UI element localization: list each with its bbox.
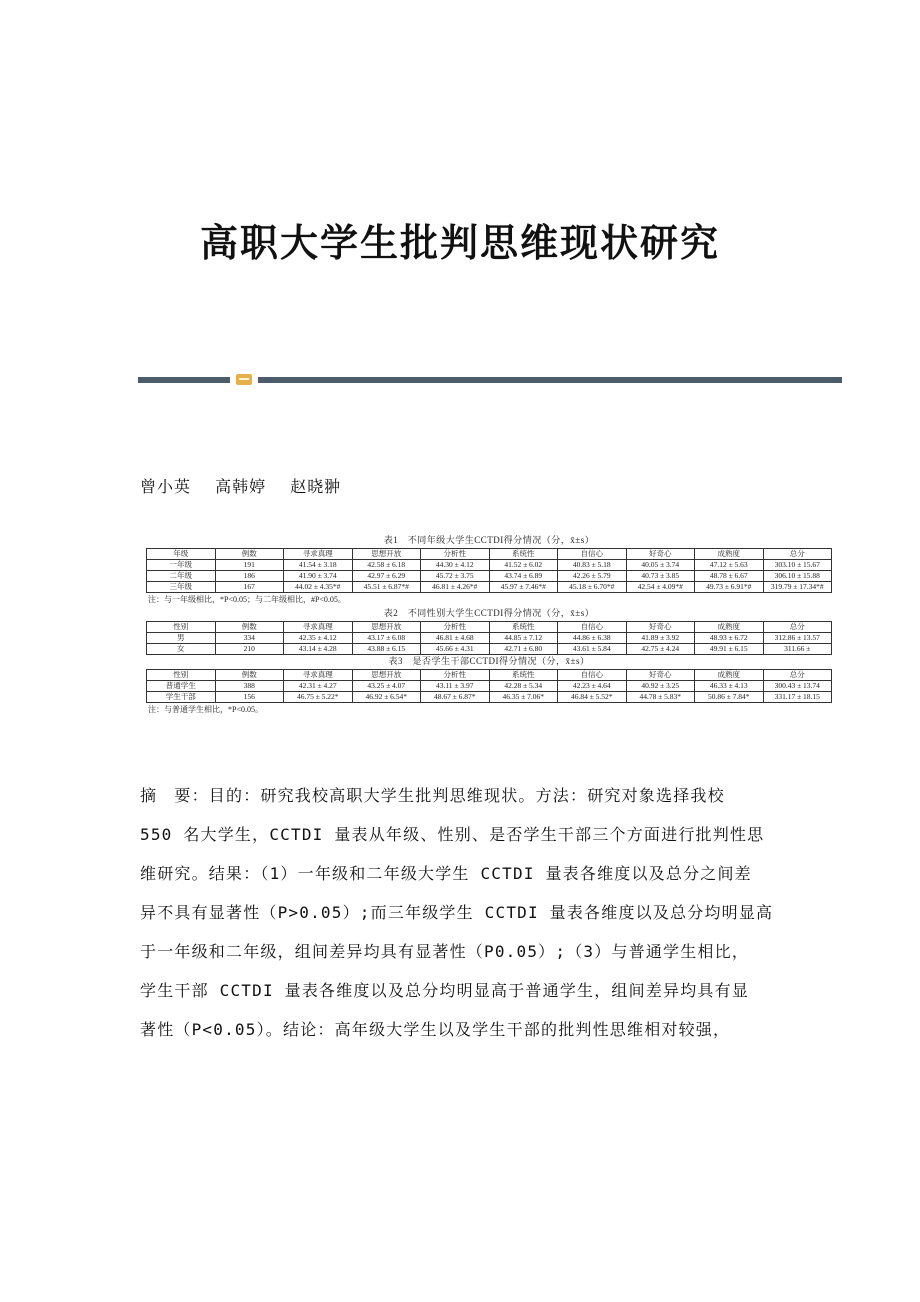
- table-cell: 191: [215, 560, 284, 571]
- divider-badge-icon: [236, 374, 252, 385]
- table-cell: 156: [215, 692, 284, 703]
- abstract-line: 550 名大学生，CCTDI 量表从年级、性别、是否学生干部三个方面进行批判性思: [140, 825, 765, 844]
- table-cell: 43.17 ± 6.08: [352, 633, 421, 644]
- table-cell: 二年级: [147, 571, 216, 582]
- table-cell: 48.78 ± 6.67: [695, 571, 764, 582]
- table3-note: 注：与普通学生相比，*P<0.05。: [148, 705, 263, 714]
- table-cell: 46.81 ± 4.68: [421, 633, 490, 644]
- table-header-cell: 总分: [763, 622, 832, 633]
- table-header-cell: 思想开放: [352, 670, 421, 681]
- table-row: [147, 560, 832, 571]
- table-header-cell: 自信心: [558, 622, 627, 633]
- table-header-cell: 例数: [215, 622, 284, 633]
- table-cell: 46.33 ± 4.13: [695, 681, 764, 692]
- table-cell: 42.54 ± 4.09*#: [626, 582, 695, 593]
- table-cell: 306.10 ± 15.88: [763, 571, 832, 582]
- table-cell: 44.30 ± 4.12: [421, 560, 490, 571]
- table-cell: 334: [215, 633, 284, 644]
- abstract-line: 维研究。结果：（1）一年级和二年级大学生 CCTDI 量表各维度以及总分之间差: [140, 864, 752, 883]
- table-row: [147, 571, 832, 582]
- table-header-cell: 总分: [763, 670, 832, 681]
- table-row: [147, 582, 832, 593]
- abstract-line: 于一年级和二年级，组间差异均具有显著性（P0.05）;（3）与普通学生相比，: [140, 942, 750, 961]
- table-header-cell: 例数: [215, 670, 284, 681]
- table-cell: 47.12 ± 5.63: [695, 560, 764, 571]
- table-cell: 三年级: [147, 582, 216, 593]
- table2-caption: 表2 不同性别大学生CCTDI得分情况（分，x̄±s）: [383, 608, 595, 618]
- table-cell: 319.79 ± 17.34*#: [763, 582, 832, 593]
- table-cell: 388: [215, 681, 284, 692]
- table-cell: 46.84 ± 5.52*: [558, 692, 627, 703]
- table1: [146, 548, 832, 593]
- table-cell: 331.17 ± 18.15: [763, 692, 832, 703]
- abstract-line: 著性（P<0.05）。结论：高年级大学生以及学生干部的批判性思维相对较强，: [140, 1020, 731, 1039]
- table-header-cell: 年级: [147, 549, 216, 560]
- table-header-row: [147, 549, 832, 560]
- table-cell: 46.75 ± 5.22*: [284, 692, 353, 703]
- table-cell: 43.11 ± 3.97: [421, 681, 490, 692]
- table-header-row: [147, 622, 832, 633]
- table-cell: 一年级: [147, 560, 216, 571]
- table-header-cell: 例数: [215, 549, 284, 560]
- table-header-cell: 系统性: [489, 549, 558, 560]
- table-row: [147, 681, 832, 692]
- table-header-cell: 成熟度: [695, 549, 764, 560]
- table-cell: 312.86 ± 13.57: [763, 633, 832, 644]
- table-header-cell: 好奇心: [626, 622, 695, 633]
- table-cell: 167: [215, 582, 284, 593]
- table-cell: 44.85 ± 7.12: [489, 633, 558, 644]
- divider-right-bar: [258, 377, 842, 383]
- table-cell: 43.25 ± 4.07: [352, 681, 421, 692]
- table-cell: 42.58 ± 6.18: [352, 560, 421, 571]
- table-header-cell: 分析性: [421, 549, 490, 560]
- table-header-cell: 分析性: [421, 670, 490, 681]
- table-cell: 43.61 ± 5.84: [558, 644, 627, 655]
- author-name: 高韩婷: [215, 477, 267, 496]
- table-header-cell: 寻求真理: [284, 670, 353, 681]
- table-cell: 46.92 ± 6.54*: [352, 692, 421, 703]
- table-cell: 42.26 ± 5.79: [558, 571, 627, 582]
- table-cell: 48.93 ± 6.72: [695, 633, 764, 644]
- table-row: [147, 692, 832, 703]
- table-header-cell: 寻求真理: [284, 549, 353, 560]
- data-tables-figure: [146, 534, 832, 717]
- table-cell: 43.74 ± 6.89: [489, 571, 558, 582]
- table-cell: 44.02 ± 4.35*#: [284, 582, 353, 593]
- table-cell: 40.05 ± 3.74: [626, 560, 695, 571]
- table-cell: 300.43 ± 13.74: [763, 681, 832, 692]
- table-cell: 42.23 ± 4.64: [558, 681, 627, 692]
- abstract-line: 异不具有显著性（P>0.05）;而三年级学生 CCTDI 量表各维度以及总分均明显高: [140, 903, 774, 922]
- table-cell: 42.31 ± 4.27: [284, 681, 353, 692]
- table-header-cell: 好奇心: [626, 549, 695, 560]
- table-header-cell: 自信心: [558, 670, 627, 681]
- table-cell: 49.91 ± 6.15: [695, 644, 764, 655]
- table-cell: 42.35 ± 4.12: [284, 633, 353, 644]
- table-row: [147, 644, 832, 655]
- table-header-cell: 总分: [763, 549, 832, 560]
- table-header-cell: 成熟度: [695, 622, 764, 633]
- table-cell: 311.66 ±: [763, 644, 832, 655]
- author-list: [140, 474, 359, 497]
- table-header-cell: 思想开放: [352, 622, 421, 633]
- decorative-divider: [138, 374, 842, 386]
- table-cell: 45.72 ± 3.75: [421, 571, 490, 582]
- table-cell: 46.35 ± 7.06*: [489, 692, 558, 703]
- table-cell: 普通学生: [147, 681, 216, 692]
- table-header-cell: 分析性: [421, 622, 490, 633]
- table-header-cell: 性别: [147, 670, 216, 681]
- table-row: [147, 633, 832, 644]
- table-header-cell: 系统性: [489, 622, 558, 633]
- table-cell: 学生干部: [147, 692, 216, 703]
- table-header-cell: 系统性: [489, 670, 558, 681]
- table-cell: 49.73 ± 6.91*#: [695, 582, 764, 593]
- table-cell: 45.97 ± 7.46*#: [489, 582, 558, 593]
- table-cell: 42.75 ± 4.24: [626, 644, 695, 655]
- table-cell: 41.52 ± 6.02: [489, 560, 558, 571]
- table-header-cell: 好奇心: [626, 670, 695, 681]
- table-cell: 45.18 ± 6.70*#: [558, 582, 627, 593]
- table-cell: 44.78 ± 5.83*: [626, 692, 695, 703]
- table-cell: 40.92 ± 3.25: [626, 681, 695, 692]
- table-cell: 41.89 ± 3.92: [626, 633, 695, 644]
- table-cell: 43.88 ± 6.15: [352, 644, 421, 655]
- divider-left-bar: [138, 377, 230, 383]
- table-header-row: [147, 670, 832, 681]
- table-header-cell: 性别: [147, 622, 216, 633]
- table-cell: 女: [147, 644, 216, 655]
- abstract: [140, 776, 780, 1049]
- table-cell: 男: [147, 633, 216, 644]
- table2: [146, 621, 832, 655]
- author-name: 赵晓翀: [290, 477, 342, 496]
- abstract-line: 摘 要：目的：研究我校高职大学生批判思维现状。方法：研究对象选择我校: [140, 786, 725, 805]
- table-cell: 186: [215, 571, 284, 582]
- table1-note: 注：与一年级相比，*P<0.05；与二年级相比，#P<0.05。: [148, 595, 346, 604]
- table-cell: 303.10 ± 15.67: [763, 560, 832, 571]
- table-cell: 44.86 ± 6.38: [558, 633, 627, 644]
- table-cell: 210: [215, 644, 284, 655]
- table-header-cell: 思想开放: [352, 549, 421, 560]
- table-header-cell: 自信心: [558, 549, 627, 560]
- paper-title: 高职大学生批判思维现状研究: [199, 220, 720, 265]
- table-header-cell: 成熟度: [695, 670, 764, 681]
- table-cell: 42.97 ± 6.29: [352, 571, 421, 582]
- table-cell: 50.86 ± 7.84*: [695, 692, 764, 703]
- table-cell: 43.14 ± 4.28: [284, 644, 353, 655]
- table-cell: 42.71 ± 6.80: [489, 644, 558, 655]
- table-header-cell: 寻求真理: [284, 622, 353, 633]
- table1-caption: 表1 不同年级大学生CCTDI得分情况（分，x̄±s）: [383, 535, 595, 545]
- table-cell: 40.73 ± 3.85: [626, 571, 695, 582]
- table-cell: 41.54 ± 3.18: [284, 560, 353, 571]
- table-cell: 42.28 ± 5.34: [489, 681, 558, 692]
- table3: [146, 669, 832, 703]
- author-name: 曾小英: [140, 477, 192, 496]
- table-cell: 40.83 ± 5.18: [558, 560, 627, 571]
- table-cell: 48.67 ± 6.87*: [421, 692, 490, 703]
- abstract-line: 学生干部 CCTDI 量表各维度以及总分均明显高于普通学生，组间差异均具有显: [140, 981, 750, 1000]
- table3-caption: 表3 是否学生干部CCTDI得分情况（分，x̄±s）: [388, 656, 590, 666]
- table-cell: 45.51 ± 6.87*#: [352, 582, 421, 593]
- table-cell: 41.90 ± 3.74: [284, 571, 353, 582]
- table-cell: 46.81 ± 4.26*#: [421, 582, 490, 593]
- table-cell: 45.66 ± 4.31: [421, 644, 490, 655]
